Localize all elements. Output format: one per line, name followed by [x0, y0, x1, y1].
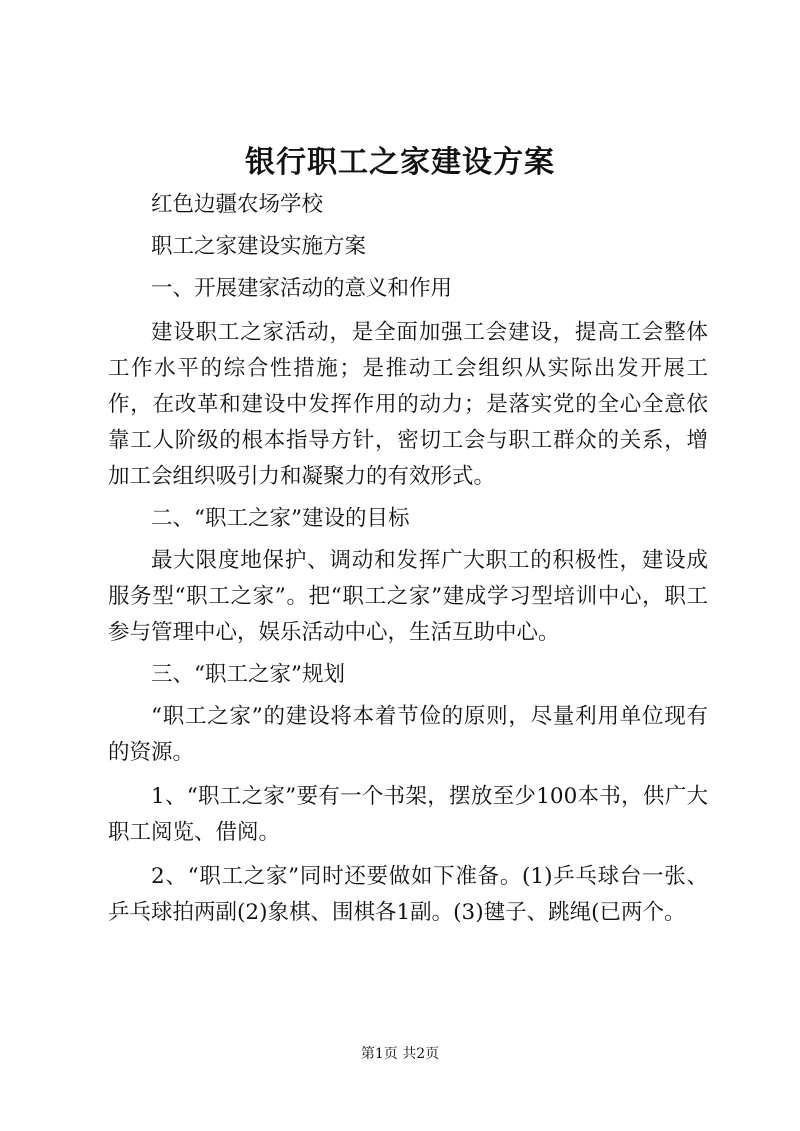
section-heading-3: 三、“职工之家”规划: [151, 662, 345, 687]
paragraph-item-1: 1、“职工之家”要有一个书架，摆放至少100本书，供广大职工阅览、借阅。: [108, 784, 708, 845]
paragraph-item-2: 2、“职工之家”同时还要做如下准备。(1)乒乓球台一张、乒乓球拍两副(2)象棋、围棋各1副。(3)毽子、跳绳(已两个。: [108, 864, 708, 925]
paragraph-significance: 建设职工之家活动，是全面加强工会建设，提高工会整体工作水平的综合性措施；是推动工会组织从实际出发开展工作，在改革和建设中发挥作用的动力；是落实党的全心全意依靠工人阶级的根本指导方针，密切工会与职工群众的关系，增加工会组织吸引力和凝聚力的有效形式。: [108, 320, 708, 489]
page-footer: 第1页 共2页: [360, 1046, 440, 1062]
paragraph-plan-name: 职工之家建设实施方案: [151, 234, 367, 259]
document-title: 银行职工之家建设方案: [245, 145, 555, 180]
section-heading-2: 二、“职工之家”建设的目标: [151, 506, 410, 531]
paragraph-goal: 最大限度地保护、调动和发挥广大职工的积极性，建设成服务型“职工之家”。把“职工之家”建成学习型培训中心，职工参与管理中心，娱乐活动中心，生活互助中心。: [108, 548, 708, 645]
document-body: [108, 187, 708, 931]
section-heading-1: 一、开展建家活动的意义和作用: [151, 276, 453, 301]
paragraph-planning: “职工之家”的建设将本着节俭的原则，尽量利用单位现有的资源。: [108, 704, 708, 765]
paragraph-school-name: 红色边疆农场学校: [151, 192, 324, 217]
